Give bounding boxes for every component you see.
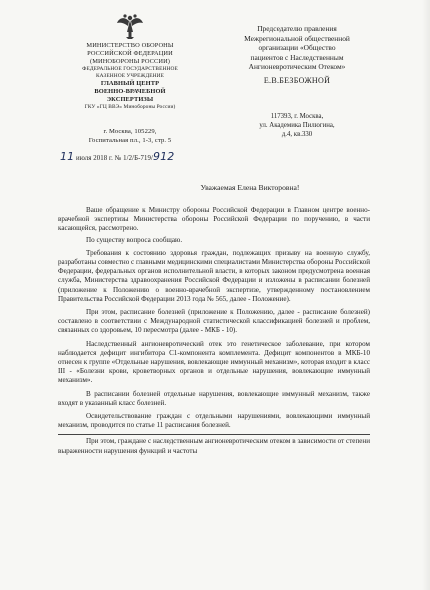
addressee-address-line: д.4, кв.330 (281, 130, 313, 138)
addressee-address-line: 117393, г. Москва, (270, 112, 324, 120)
double-headed-eagle-emblem-icon (115, 10, 145, 40)
handwritten-day: 11 (60, 150, 75, 163)
body-paragraph: Ваше обращение к Министру обороны Российской Федерации в Главном центре военно-врачебной экспертизы Министерства обороны Российской Федерации по поручению, в части касающейся, рассмотрено. (58, 206, 370, 233)
addressee-name: Е.В.БЕЗБОЖНОЙ (263, 75, 331, 85)
center-abbreviation: ГКУ «ГЦ ВВЭ» Минобороны России) (84, 104, 176, 110)
center-name-line: ВОЕННО-ВРАЧЕБНОЙ (94, 88, 166, 95)
addressee-block (222, 24, 372, 139)
sender-block (60, 10, 200, 163)
ministry-line: ФЕДЕРАЛЬНОЕ ГОСУДАРСТВЕННОЕ (82, 66, 178, 72)
ministry-line: МИНИСТЕРСТВО ОБОРОНЫ (86, 42, 174, 49)
body-paragraph: Наследственный ангионевротический отек это генетическое заболевание, при котором наблюдается дефицит ингибитора С1-компонента комплемента. Дефицит компонентов в МКБ-10 отнесен к группе «Отдельные нарушения, вовлекающие иммунный механизм», которая входит в класс III - «Болезни крови, кроветворных органов и отдельные нарушения, вовлекающие иммунный механизм». (58, 339, 370, 385)
addressee-line: организации «Общество (258, 43, 336, 53)
greeting: Уважаемая Елена Викторовна! (200, 183, 300, 192)
addressee-address-line: ул. Академика Пилюгина, (259, 121, 335, 129)
body-paragraph: По существу вопроса сообщаю. (86, 235, 183, 244)
addressee-line: Председателю правления (257, 24, 337, 33)
scan-edge-shadow (422, 0, 430, 590)
addressee-line: Ангионевротическим Отеком» (248, 62, 346, 72)
addressee-line: пациентов с Наследственным (250, 52, 344, 62)
center-name-line: ГЛАВНЫЙ ЦЕНТР (100, 80, 160, 87)
body-paragraph: При этом, граждане с наследственным ангионевротическим отеком в зависимости от степени выраженности нарушения функций и частоты (58, 434, 370, 455)
addressee-line: Межрегиональной общественной (244, 33, 350, 43)
body-paragraph: Требования к состоянию здоровья граждан, подлежащих призыву на военную службу, разработаны совместно с главными медицинскими специалистами Министерства обороны Российской Федерации, федеральных органов исполнительной власти, в которых законом предусмотрена военная служба, Министерства здравоохранения Российской Федерации и изложены в расписании болезней (приложение к Положению о военно-врачебной экспертизе, утвержденному постановлением Правительства Российской Федерации 2013 года № 565, далее - Положение). (58, 248, 370, 303)
ministry-line: (МИНОБОРОНЫ РОССИИ) (89, 58, 171, 65)
body-paragraph: При этом, расписание болезней (приложение к Положению, далее - расписание болезней) составлено в соответствии с Международной статистической классификацией болезней и проблем, связанных со здоровьем, 10 пересмотра (далее - МКБ - 10). (58, 308, 370, 335)
letter-date-number (60, 150, 200, 163)
handwritten-number: 912 (153, 150, 175, 163)
ministry-line: КАЗЕННОЕ УЧРЕЖДЕНИЕ (95, 73, 165, 79)
center-name-line: ЭКСПЕРТИЗЫ (106, 96, 154, 103)
ministry-line: РОССИЙСКОЙ ФЕДЕРАЦИИ (87, 50, 173, 57)
body-paragraph: В расписании болезней отдельные нарушения, вовлекающие иммунный механизм, также входят в указанный класс болезней. (58, 389, 370, 407)
body-paragraph: Освидетельствование граждан с отдельными нарушениями, вовлекающими иммунный механизм, проводится по статье 11 расписания болезней. (58, 412, 370, 430)
letter-body (58, 206, 370, 460)
date-text: июля 2018 г. № 1/2/Б-719/ (74, 155, 153, 162)
sender-address-street: Госпитальная пл., 1-3, стр. 5 (88, 137, 172, 144)
sender-address-city: г. Москва, 105229, (103, 128, 157, 135)
